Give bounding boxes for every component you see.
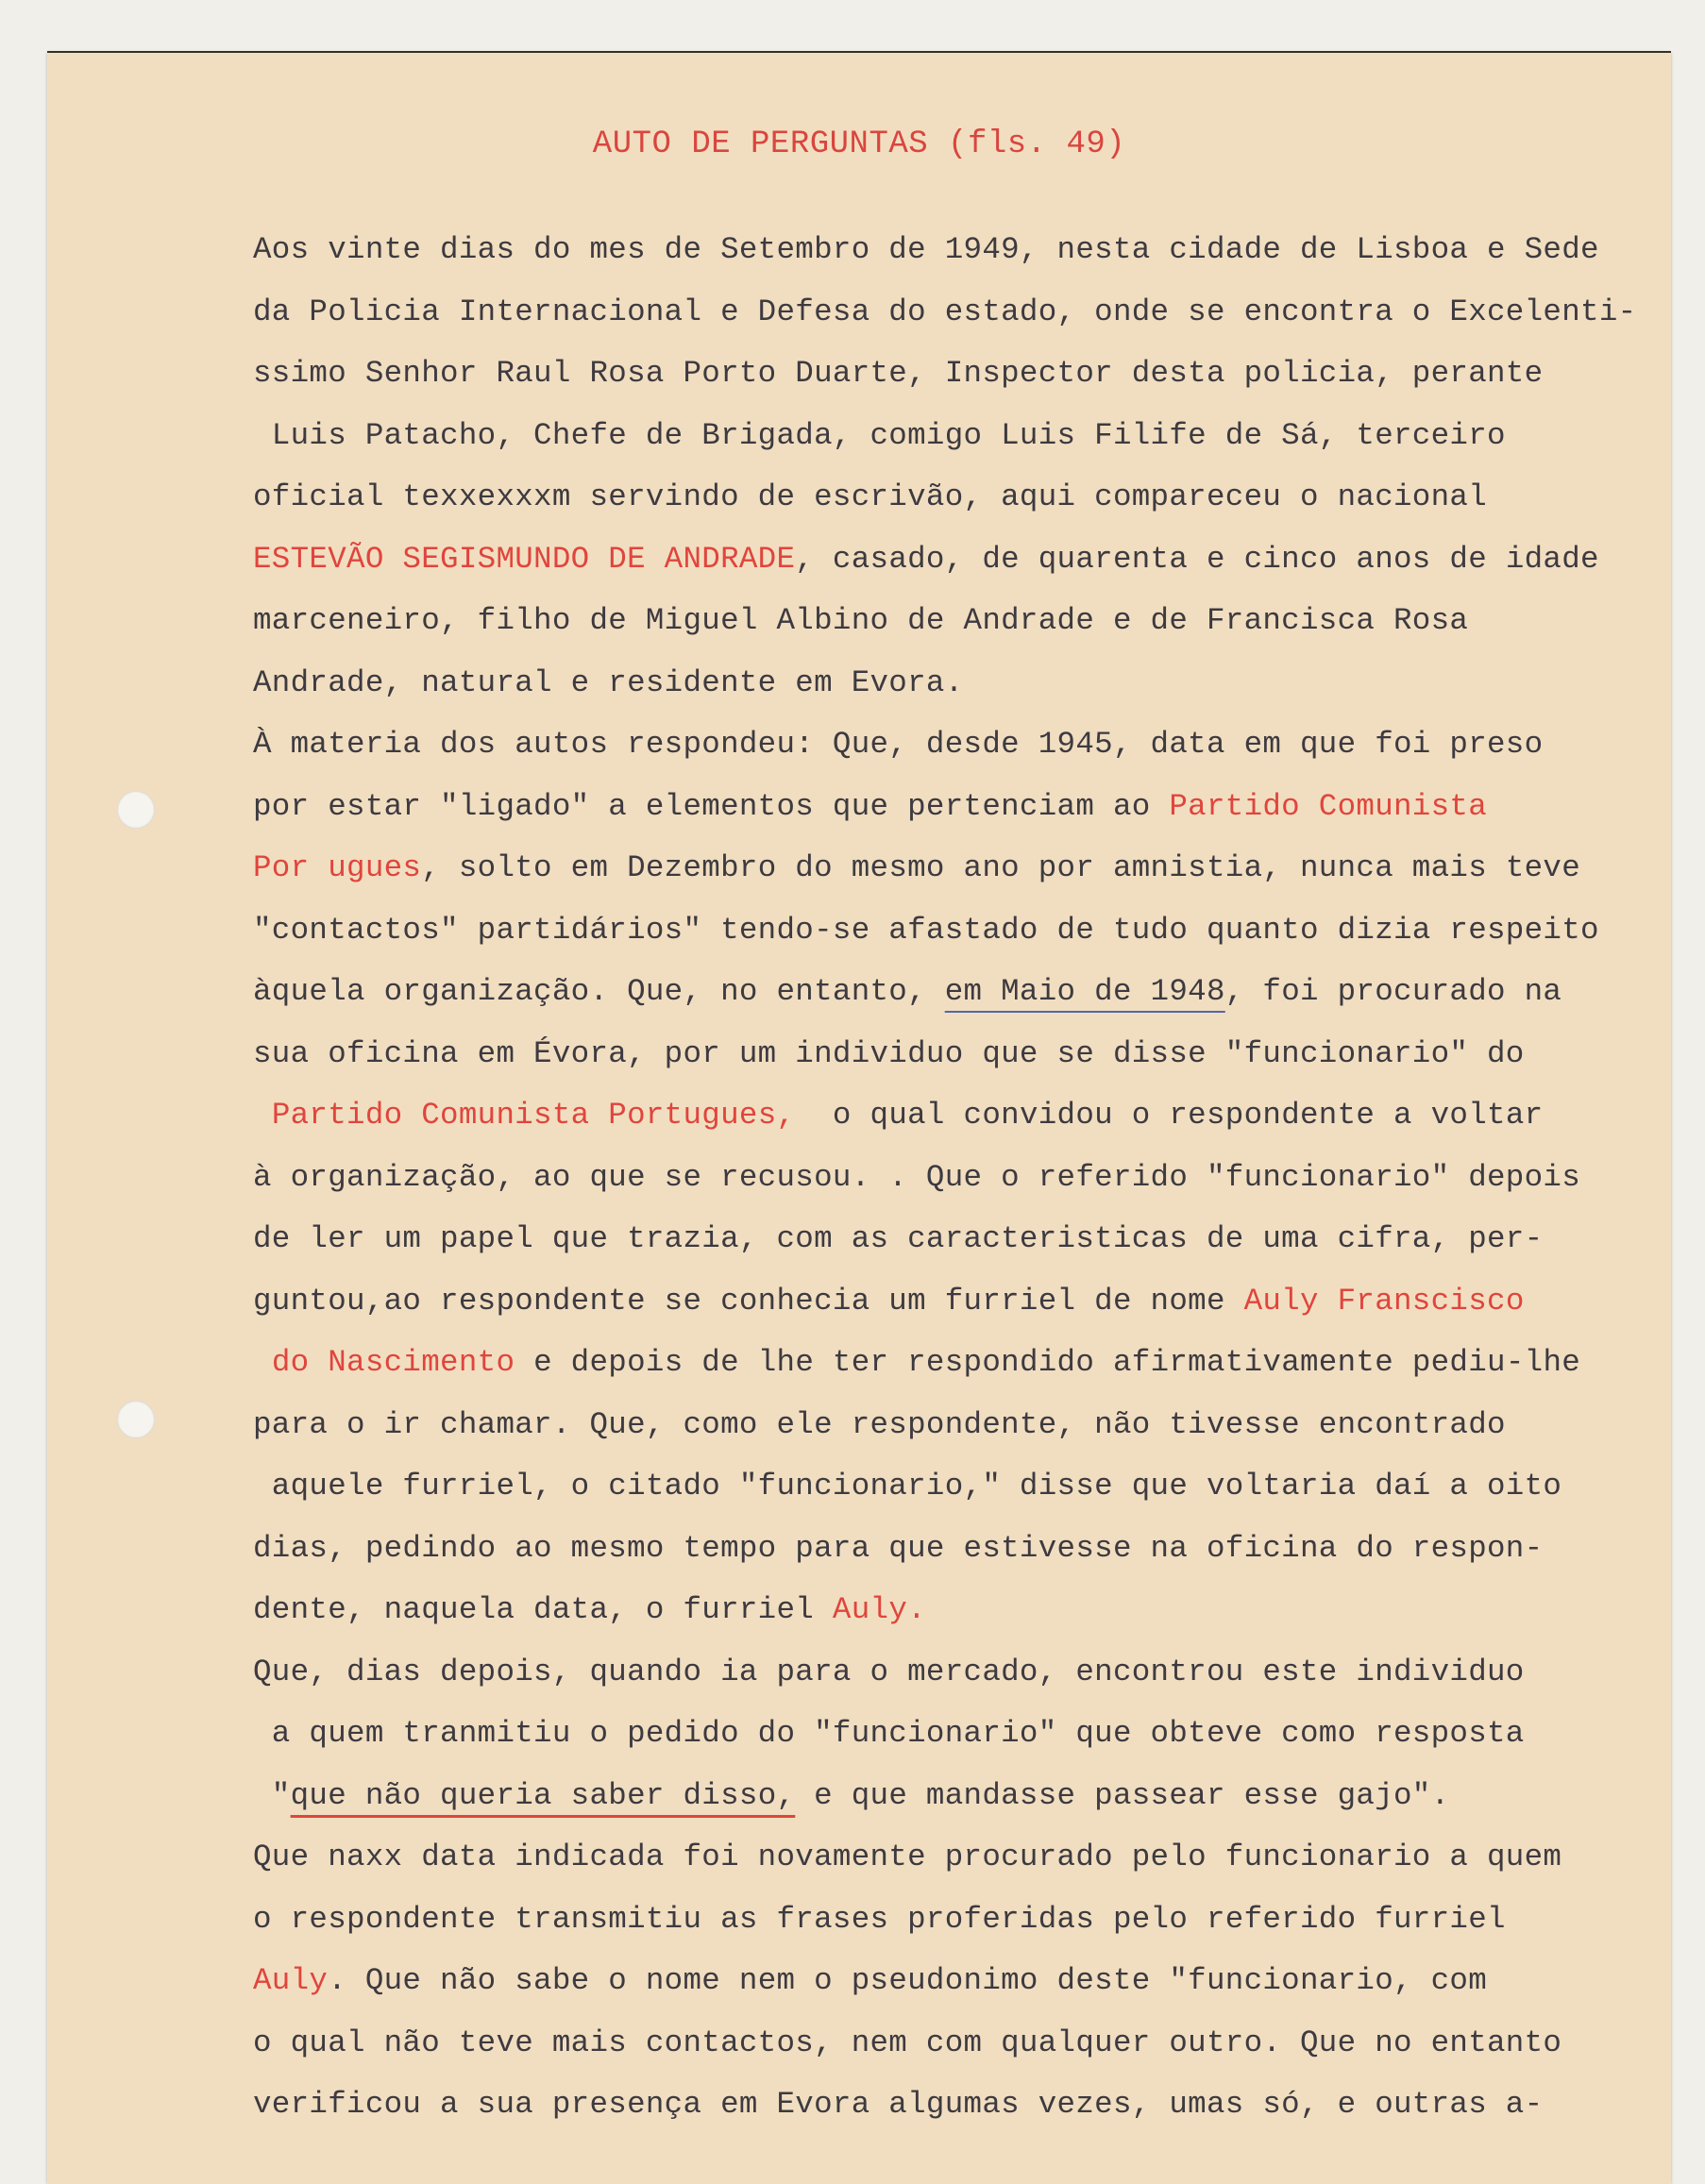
text-segment: o qual não teve mais contactos, nem com qualquer outro. Que no entanto [253, 2024, 1562, 2060]
text-line [253, 1518, 1650, 1580]
text-segment: , foi procurado na [1224, 974, 1562, 1009]
text-segment: , casado, de quarenta e cinco anos de idade [795, 541, 1599, 577]
text-line [253, 1950, 1650, 2012]
text-segment: a quem tranmitiu o pedido do "funcionario" que obteve como resposta [253, 1716, 1525, 1751]
text-segment: e depois de lhe ter respondido afirmativamente pediu-lhe [515, 1345, 1581, 1380]
text-segment: oficial texxexxxm servindo de escrivão, aqui compareceu o nacional [253, 479, 1488, 514]
text-segment: da Policia Internacional e Defesa do estado, onde se encontra o Excelenti- [253, 294, 1637, 329]
text-line [253, 466, 1650, 529]
text-segment: o respondente transmitiu as frases proferidas pelo referido furriel [253, 1901, 1506, 1937]
text-line [253, 590, 1650, 652]
text-line [253, 1765, 1650, 1827]
text-line [253, 219, 1650, 281]
text-line [253, 1270, 1650, 1333]
text-segment: " [253, 1777, 291, 1813]
text-segment: verificou a sua presença em Evora algumas vezes, umas só, e outras a- [253, 2087, 1544, 2122]
text-line [253, 529, 1650, 591]
text-segment: por estar "ligado" a elementos que pertenciam ao [253, 788, 1170, 824]
highlighted-text: em Maio de 1948 [944, 974, 1225, 1009]
text-line [253, 714, 1650, 776]
text-segment: para o ir chamar. Que, como ele respondente, não tivesse encontrado [253, 1406, 1506, 1442]
highlighted-text: Auly Franscisco [1243, 1283, 1525, 1319]
text-line [253, 1826, 1650, 1889]
highlighted-text: que não queria saber disso, [290, 1777, 796, 1813]
text-segment: aquele furriel, o citado "funcionario," disse que voltaria daí a oito [253, 1469, 1562, 1504]
text-segment: Aos vinte dias do mes de Setembro de 1949, nesta cidade de Lisboa e Sede [253, 232, 1599, 267]
text-line [253, 343, 1650, 405]
highlighted-text: Auly. [832, 1592, 926, 1627]
text-line [253, 1703, 1650, 1765]
text-line [253, 1332, 1650, 1394]
typewritten-page [47, 53, 1671, 2184]
text-line [253, 652, 1650, 714]
highlighted-text: Partido Comunista Portugues, [271, 1098, 796, 1133]
text-segment: "contactos" partidários" tendo-se afastado de tudo quanto dizia respeito [253, 912, 1599, 948]
text-segment: dente, naquela data, o furriel [253, 1592, 833, 1627]
highlighted-text: do Nascimento [271, 1345, 515, 1380]
text-segment: . Que não sabe o nome nem o pseudonimo deste "funcionario, com [328, 1963, 1488, 1998]
text-segment: marceneiro, filho de Miguel Albino de Andrade e de Francisca Rosa [253, 603, 1469, 638]
text-segment: guntou,ao respondente se conhecia um furriel de nome [253, 1283, 1244, 1319]
text-line [253, 1579, 1650, 1641]
highlighted-text: Partido Comunista [1169, 788, 1488, 824]
text-segment: ssimo Senhor Raul Rosa Porto Duarte, Inspector desta policia, perante [253, 356, 1544, 391]
text-segment: e que mandasse passear esse gajo". [795, 1777, 1450, 1813]
text-segment: , solto em Dezembro do mesmo ano por amnistia, nunca mais teve [421, 850, 1581, 885]
text-segment: sua oficina em Évora, por um individuo que se disse "funcionario" do [253, 1035, 1525, 1071]
text-line [253, 961, 1650, 1023]
text-segment: Que naxx data indicada foi novamente procurado pelo funcionario a quem [253, 1840, 1562, 1874]
text-line [253, 405, 1650, 467]
text-line [253, 1455, 1650, 1518]
text-segment: o qual convidou o respondente a voltar [795, 1098, 1544, 1133]
text-line [253, 2074, 1650, 2136]
text-line [253, 1208, 1650, 1270]
highlighted-text: Por ugues [253, 850, 422, 885]
text-segment: Que, dias depois, quando ia para o mercado, encontrou este individuo [253, 1654, 1525, 1689]
text-segment: Luis Patacho, Chefe de Brigada, comigo Luis Filife de Sá, terceiro [253, 417, 1506, 453]
highlighted-text: ESTEVÃO SEGISMUNDO DE ANDRADE [253, 541, 796, 577]
highlighted-text: Auly [253, 1963, 329, 1998]
text-line [253, 899, 1650, 962]
text-line [253, 1147, 1650, 1209]
text-line [253, 2012, 1650, 2075]
text-segment: de ler um papel que trazia, com as caracteristicas de uma cifra, per- [253, 1221, 1544, 1256]
text-segment: dias, pedindo ao mesmo tempo para que estivesse na oficina do respon- [253, 1530, 1544, 1566]
document-title: AUTO DE PERGUNTAS (fls. 49) [592, 126, 1126, 162]
document-body [253, 219, 1650, 2136]
text-line [253, 1889, 1650, 1951]
text-line [253, 1023, 1650, 1085]
text-line [253, 1394, 1650, 1456]
text-line [253, 1641, 1650, 1704]
text-segment: à organização, ao que se recusou. . Que o referido "funcionario" depois [253, 1159, 1581, 1195]
punch-hole-lower [117, 1401, 155, 1438]
punch-hole-upper [117, 791, 155, 829]
text-line [253, 837, 1650, 899]
text-segment [253, 1098, 272, 1133]
text-segment: Andrade, natural e residente em Evora. [253, 664, 964, 700]
text-line [253, 1084, 1650, 1147]
text-segment: àquela organização. Que, no entanto, [253, 974, 945, 1009]
text-segment: À materia dos autos respondeu: Que, desde 1945, data em que foi preso [253, 727, 1544, 762]
text-segment [253, 1345, 272, 1380]
text-line [253, 776, 1650, 838]
text-line [253, 281, 1650, 344]
